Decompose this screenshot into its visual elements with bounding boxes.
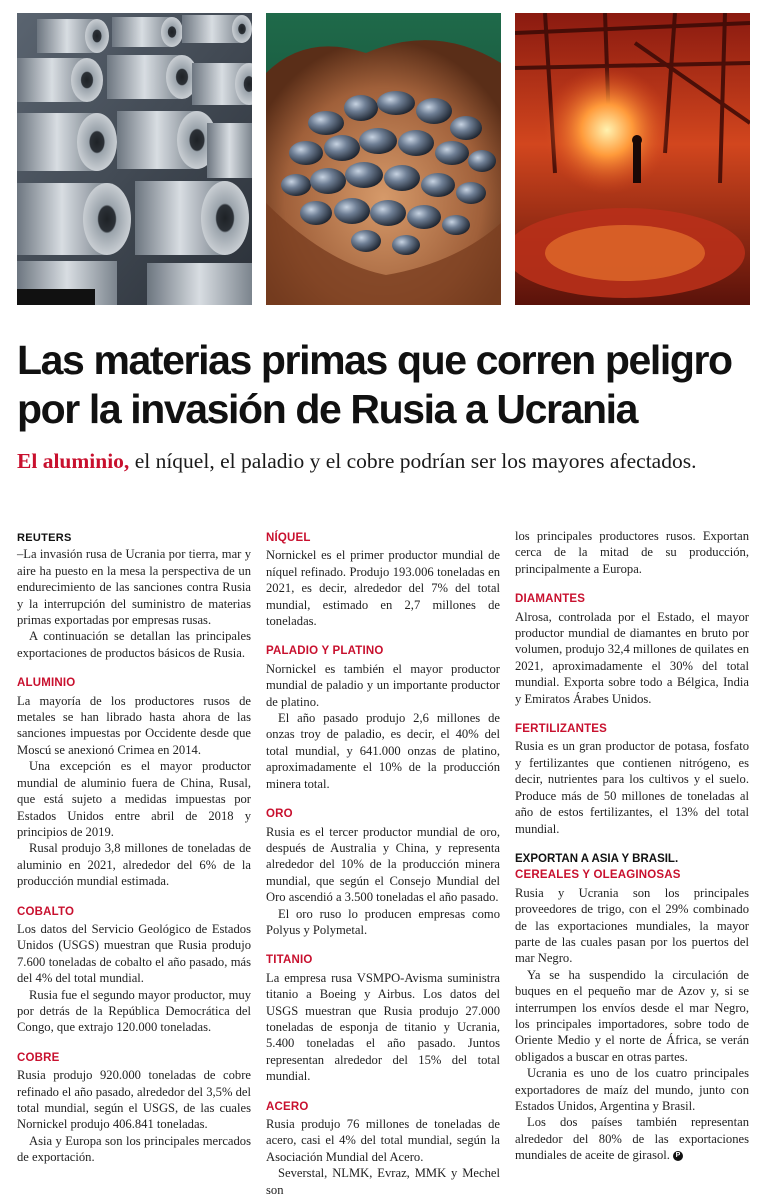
paragraph: Rusia es el tercer productor mundial de oro, después de Australia y China, y representa alrededor del 10% de la producción minera mundial, que según el Consejo Mundial del Oro ascendió a 3.500 toneladas el año pasado. — [266, 824, 500, 905]
section-oro — [266, 806, 500, 938]
paragraph: Severstal, NLMK, Evraz, MMK y Mechel son — [266, 1166, 500, 1197]
section-cobalto — [17, 904, 251, 1036]
section-acero — [266, 1099, 500, 1198]
paragraph: Una excepción es el mayor productor mundial de aluminio fuera de China, Rusal, que está sujeto a medidas impuestas por Estados Unidos entre abril de 2018 y principios de 2019. — [17, 759, 251, 839]
section-title: COBALTO — [17, 905, 75, 918]
section-kicker: EXPORTAN A ASIA Y BRASIL. — [515, 852, 679, 865]
subheadline — [17, 447, 757, 475]
subheadline-text: el níquel, el paladio y el cobre podrían ser los mayores afectados. — [129, 449, 697, 473]
headline-line-2: por la invasión de Rusia a Ucrania — [17, 386, 638, 432]
paragraph: Nornickel es el primer productor mundial de níquel refinado. Produjo 193.006 toneladas en 2021, es decir, alrededor del 7% del total mundial, estimado en 2,7 millones de toneladas. — [266, 548, 500, 629]
section-title: ORO — [266, 808, 293, 821]
headline-line-1: Las materias primas que corren peligro — [17, 337, 732, 383]
paragraph: Rusia y Ucrania son los principales proveedores de trigo, con el 29% combinado de las exportaciones mundiales, la mayor parte de las cuales pasan por los puertos del mar Negro. — [515, 885, 749, 966]
section-title: TITANIO — [266, 954, 313, 967]
section-title: DIAMANTES — [515, 593, 586, 606]
paragraph: El oro ruso lo producen empresas como Polyus y Polymetal. — [266, 906, 500, 937]
paragraph-continuation: los principales productores rusos. Exportan cerca de la mitad de su producción, principalmente a Europa. — [515, 529, 749, 576]
article-column-1 — [17, 530, 251, 1166]
section-diamantes — [515, 591, 749, 707]
section-title: CEREALES Y OLEAGINOSAS — [515, 869, 681, 882]
section-title: ACERO — [266, 1100, 309, 1113]
paragraph: Ucrania es uno de los cuatro principales exportadores de maíz del mundo, junto con Estados Unidos, Argentina y Brasil. — [515, 1066, 749, 1113]
intro-paragraph: –La invasión rusa de Ucrania por tierra, mar y aire ha puesto en la mesa la perspectiva de un endurecimiento de las sanciones contra Rusia y la interrupción del suministro de materias primas exportadas por empresas rusas. — [17, 547, 251, 628]
section-fertilizantes — [515, 721, 749, 837]
paragraph: Rusia es un gran productor de potasa, fosfato y fertilizantes que contienen nitrógeno, es decir, nutrientes para los cultivos y el suelo. Produce más de 50 millones de toneladas al año de estos fertilizantes, el 13% del total mundial. — [515, 739, 749, 836]
section-title: NÍQUEL — [266, 532, 311, 544]
section-title: PALADIO Y PLATINO — [266, 645, 384, 658]
section-titanio — [266, 952, 500, 1084]
section-title: COBRE — [17, 1051, 60, 1064]
end-mark-icon: P — [673, 1151, 683, 1161]
paragraph: Rusia produjo 920.000 toneladas de cobre refinado el año pasado, alrededor del 3,5% del total mundial, según el USGS, de las cuales Nornickel produjo 406.841 toneladas. — [17, 1068, 251, 1132]
paragraph: Rusal produjo 3,8 millones de toneladas de aluminio en 2021, alrededor del 6% de la producción mundial estimada. — [17, 841, 251, 889]
paragraph: Los datos del Servicio Geológico de Estados Unidos (USGS) muestran que Rusia produjo 7.600 toneladas de cobalto el año pasado, más del 4% del total mundial. — [17, 921, 251, 986]
paragraph: Nornickel es también el mayor productor mundial de paladio y un importante productor de platino. — [266, 661, 500, 709]
photo-steel-coils — [17, 13, 252, 305]
paragraph: La empresa rusa VSMPO-Avisma suministra titanio a Boeing y Airbus. Los datos del USGS muestran que Rusia produjo 27.000 toneladas de esponja de titanio y Ucrania, 5.400 toneladas el año pasado. Juntos representan alrededor del 15% del total mundial. — [266, 970, 500, 1084]
paragraph-final-text: Los dos países también representan alrededor del 80% de las exportaciones mundiales de aceite de girasol. — [515, 1115, 749, 1163]
paragraph-final — [515, 1114, 749, 1163]
paragraph: La mayoría de los productores rusos de metales se han librado hasta ahora de las sanciones impuestas por Occidente desde que Moscú se anexionó Crimea en 2014. — [17, 693, 251, 757]
paragraph: Alrosa, controlada por el Estado, el mayor productor mundial de diamantes en bruto por volumen, produjo 32,4 millones de quilates en 2021, aproximadamente el 30% del total mundial. Exporta sobre todo a Bélgica, India y Emiratos Árabes Unidos. — [515, 609, 749, 706]
section-cereales — [515, 851, 749, 1164]
byline-source: REUTERS — [17, 532, 72, 544]
section-aluminio — [17, 675, 251, 889]
paragraph: Asia y Europa son los principales mercados de exportación. — [17, 1133, 251, 1165]
paragraph: El año pasado produjo 2,6 millones de onzas troy de paladio, es decir, el 40% del total mundial, y 641.000 onzas de platino, aproximadamente el 10% de la producción minera total. — [266, 711, 500, 791]
photo-nickel-ore-hands — [266, 13, 501, 305]
paragraph: Ya se ha suspendido la circulación de buques en el pequeño mar de Azov y, si se interrumpen los envíos desde el mar Negro, los principales importadores, sobre todo de Oriente Medio y el norte de África, se verán obligados a buscar en otras partes. — [515, 967, 749, 1064]
subheadline-highlight: El aluminio, — [17, 449, 130, 473]
photo-steel-mill — [515, 13, 750, 305]
intro-paragraph: A continuación se detallan las principales exportaciones de productos básicos de Rusia. — [17, 629, 251, 660]
article-column-2 — [266, 530, 500, 1198]
headline — [17, 336, 757, 434]
paragraph: Rusia produjo 76 millones de toneladas de acero, casi el 4% del total mundial, según la Asociación Mundial del Acero. — [266, 1117, 500, 1164]
section-cobre — [17, 1050, 251, 1166]
section-niquel — [266, 530, 500, 629]
paragraph: Rusia fue el segundo mayor productor, muy por detrás de la República Democrática del Congo, que extrajo 120.000 toneladas. — [17, 987, 251, 1035]
section-title: ALUMINIO — [17, 677, 76, 690]
section-title: FERTILIZANTES — [515, 723, 608, 736]
article-column-3 — [515, 528, 749, 1164]
section-paladio-platino — [266, 643, 500, 792]
